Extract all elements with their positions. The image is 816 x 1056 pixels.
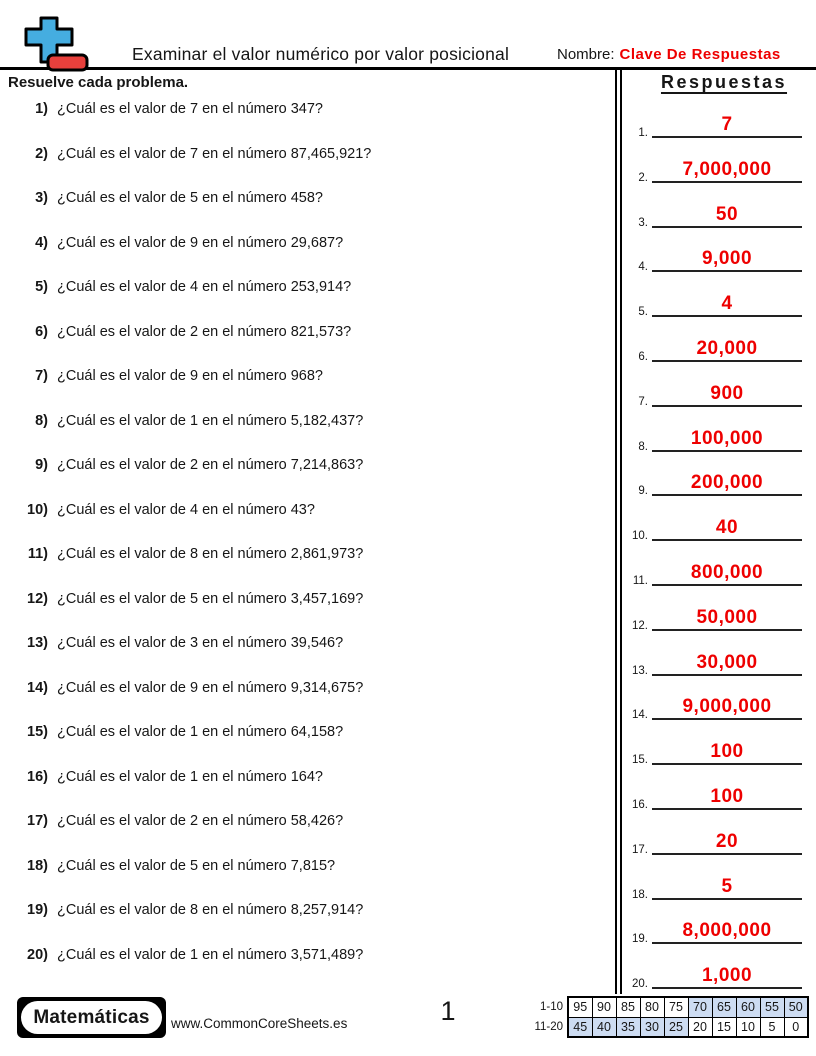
answer-value: 7 [721,114,733,135]
answer-value: 200,000 [690,472,764,494]
question-number: 7) [35,368,48,384]
score-cell: 25 [664,1017,688,1037]
answer-value: 100,000 [690,427,764,449]
score-cell: 20 [688,1017,712,1037]
score-table [528,996,809,1038]
answer-value: 8,000,000 [682,920,772,942]
question-row [0,279,612,299]
answer-number: 13. [632,664,648,677]
answer-number: 4. [638,261,648,274]
answer-number: 10. [632,530,648,543]
answer-value: 4 [721,293,733,315]
question-number: 12) [27,590,48,607]
question-text: ¿Cuál es el valor de 4 en el número 253,914? [57,279,352,295]
answer-row [620,916,804,944]
answer-value: 30,000 [696,651,758,673]
question-text: ¿Cuál es el valor de 5 en el número 7,815? [57,857,336,874]
page-number: 1 [440,996,456,1026]
question-row [0,858,612,878]
answer-blank-line [652,718,802,720]
answer-row [620,827,804,855]
question-number: 15) [27,724,48,740]
question-text: ¿Cuál es el valor de 8 en el número 8,257,914? [57,902,364,918]
score-cell: 60 [736,997,760,1017]
question-number: 17) [27,813,48,829]
answer-value: 100 [710,786,744,807]
answer-row [620,155,804,183]
question-number: 14) [27,679,48,696]
minus-icon [48,55,87,70]
question-number: 8) [35,412,48,429]
score-cell: 45 [568,1017,592,1037]
page-title: Examinar el valor numérico por valor posicional [132,44,510,64]
score-cell: 90 [592,997,616,1017]
answer-value: 20,000 [696,338,758,359]
score-cell: 55 [760,997,784,1017]
score-cell: 15 [712,1017,736,1037]
answer-value: 40 [715,517,739,539]
answer-row [620,424,804,452]
score-table-row [528,1017,808,1037]
answer-value: 900 [710,382,744,404]
answer-number: 15. [632,754,648,767]
header-rule [0,67,816,70]
question-number: 13) [27,635,48,651]
answer-blank-line [652,942,802,944]
answer-row [620,782,804,810]
answer-row [620,289,804,317]
answer-number: 12. [632,619,648,632]
score-range-label: 1-10 [528,997,568,1017]
question-row [0,947,612,967]
answer-value: 20 [715,830,739,852]
answer-blank-line [652,405,802,407]
answer-number: 18. [632,888,648,901]
question-number: 9) [35,457,48,473]
answer-number: 14. [632,709,648,722]
answer-blank-line [652,853,802,855]
score-cell: 35 [616,1017,640,1037]
answer-blank-line [652,898,802,900]
question-text: ¿Cuál es el valor de 1 en el número 164? [57,768,323,785]
website-link: www.CommonCoreSheets.es [171,1016,348,1031]
question-row [0,190,612,210]
answer-number: 20. [632,978,648,991]
answer-blank-line [652,763,802,765]
question-row [0,546,612,566]
question-text: ¿Cuál es el valor de 7 en el número 347? [57,101,323,117]
question-row [0,457,612,477]
score-cell: 95 [568,997,592,1017]
question-number: 10) [27,501,48,518]
answer-blank-line [652,136,802,138]
name-block [557,46,781,63]
question-row [0,724,612,744]
instruction-text: Resuelve cada problema. [8,74,189,91]
question-number: 4) [35,234,48,251]
plus-minus-icon-svg [24,16,90,74]
question-number: 3) [35,190,48,206]
brand-logo [17,997,166,1038]
question-text: ¿Cuál es el valor de 1 en el número 3,571,489? [57,946,364,963]
answer-value: 800,000 [690,562,764,583]
name-value: Clave De Respuestas [619,46,781,63]
score-cell: 65 [712,997,736,1017]
score-cell: 30 [640,1017,664,1037]
question-text: ¿Cuál es el valor de 3 en el número 39,546? [57,635,344,651]
question-row [0,146,612,166]
answer-blank-line [652,584,802,586]
answer-number: 2. [638,171,648,184]
answer-blank-line [652,494,802,496]
score-cell: 50 [784,997,808,1017]
answer-row [620,648,804,676]
score-range-label: 11-20 [528,1017,568,1037]
question-number: 5) [35,279,48,295]
answer-value: 5 [721,875,733,897]
score-cell: 0 [784,1017,808,1037]
question-text: ¿Cuál es el valor de 9 en el número 968? [57,368,323,384]
answer-number: 5. [638,306,648,319]
score-cell: 40 [592,1017,616,1037]
plus-minus-logo-icon [24,16,90,79]
question-text: ¿Cuál es el valor de 2 en el número 821,573? [57,323,352,340]
score-cell: 75 [664,997,688,1017]
answer-row [620,244,804,272]
question-number: 11) [27,546,48,562]
question-number: 19) [27,902,48,918]
question-number: 1) [35,101,48,117]
answer-blank-line [652,539,802,541]
question-text: ¿Cuál es el valor de 4 en el número 43? [57,501,315,518]
answer-row [620,603,804,631]
question-row [0,101,612,121]
answer-number: 7. [638,395,648,408]
answer-value: 7,000,000 [682,158,772,180]
answer-number: 6. [638,351,648,363]
answer-number: 19. [632,933,648,946]
question-number: 18) [27,857,48,874]
question-row [0,413,612,433]
question-text: ¿Cuál es el valor de 8 en el número 2,861,973? [57,546,364,562]
answer-row [620,872,804,900]
answer-value: 1,000 [701,965,753,987]
answer-blank-line [652,181,802,183]
question-number: 6) [35,323,48,340]
question-text: ¿Cuál es el valor de 2 en el número 58,426? [57,813,344,829]
answer-number: 3. [638,216,648,229]
question-row [0,635,612,655]
answer-row [620,737,804,765]
answer-row [620,961,804,989]
question-row [0,235,612,255]
question-text: ¿Cuál es el valor de 5 en el número 3,457,169? [57,590,364,607]
answer-value: 9,000 [701,248,753,270]
score-cell: 85 [616,997,640,1017]
answer-number: 1. [638,127,648,139]
answer-blank-line [652,674,802,676]
answer-number: 17. [632,843,648,856]
question-text: ¿Cuál es el valor de 2 en el número 7,214,863? [57,457,364,473]
brand-name: Matemáticas [21,1001,162,1034]
answer-row [620,558,804,586]
question-text: ¿Cuál es el valor de 1 en el número 5,182,437? [57,412,364,429]
answer-row [620,110,804,138]
answer-value: 9,000,000 [682,696,772,718]
answer-number: 11. [632,575,648,587]
answer-value: 100 [710,741,744,763]
answers-heading: Respuestas [660,72,788,92]
question-row [0,591,612,611]
question-row [0,769,612,789]
answer-row [620,692,804,720]
answer-row [620,200,804,228]
name-label: Nombre: [557,46,615,63]
answer-blank-line [652,987,802,989]
question-number: 16) [27,768,48,785]
question-text: ¿Cuál es el valor de 9 en el número 9,314,675? [57,679,364,696]
question-text: ¿Cuál es el valor de 1 en el número 64,158? [57,724,344,740]
answer-blank-line [652,315,802,317]
answer-blank-line [652,226,802,228]
answer-row [620,513,804,541]
question-row [0,368,612,388]
question-row [0,324,612,344]
score-table-row [528,997,808,1017]
score-cell: 70 [688,997,712,1017]
question-row [0,502,612,522]
answer-row [620,379,804,407]
score-cell: 10 [736,1017,760,1037]
answer-blank-line [652,360,802,362]
question-number: 2) [35,145,48,162]
answer-number: 8. [638,440,648,453]
question-row [0,813,612,833]
answer-number: 16. [632,799,648,811]
question-text: ¿Cuál es el valor de 7 en el número 87,465,921? [57,145,372,162]
question-text: ¿Cuál es el valor de 9 en el número 29,687? [57,234,344,251]
answer-blank-line [652,270,802,272]
question-text: ¿Cuál es el valor de 5 en el número 458? [57,190,323,206]
question-row [0,680,612,700]
answer-value: 50,000 [696,606,758,628]
answer-row [620,468,804,496]
answer-number: 9. [638,485,648,498]
answer-row [620,334,804,362]
answer-value: 50 [715,203,739,225]
score-cell: 5 [760,1017,784,1037]
question-number: 20) [27,946,48,963]
score-cell: 80 [640,997,664,1017]
answer-blank-line [652,808,802,810]
question-row [0,902,612,922]
answer-blank-line [652,450,802,452]
answer-blank-line [652,629,802,631]
